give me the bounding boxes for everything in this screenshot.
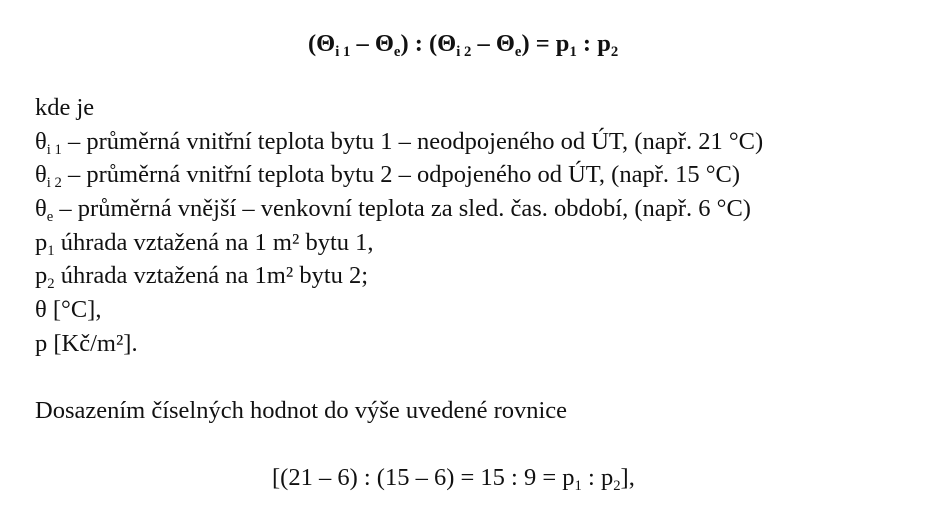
theta-e2-symbol: Θ: [495, 30, 515, 57]
definition-subscript: i 1: [46, 142, 62, 159]
definition-symbol: θ: [35, 128, 47, 155]
definition-p1: [35, 229, 374, 260]
definition-text: – průměrná vnější – venkovní teplota za sled. čas. období, (např. 6 °C): [53, 195, 751, 222]
result-end: ],: [620, 464, 635, 491]
p1-subscript: 1: [569, 44, 577, 61]
result-equation: [272, 464, 635, 495]
definition-theta-i1: [35, 128, 764, 159]
theta-e1-subscript: e: [393, 44, 401, 61]
definition-symbol: θ: [35, 161, 47, 188]
definition-subscript: 1: [47, 243, 55, 260]
definition-text: úhrada vztažená na 1m² bytu 2;: [54, 262, 369, 289]
definition-text: úhrada vztažená na 1 m² bytu 1,: [54, 229, 374, 256]
definition-p2: [35, 262, 369, 293]
intro-text: kde je: [35, 94, 95, 121]
result-mid: : p: [581, 464, 614, 491]
substitution-text: Dosazením číselných hodnot do výše uvedené rovnice: [35, 397, 568, 424]
theta-e1-symbol: Θ: [374, 30, 394, 57]
result-p2-subscript: 2: [613, 478, 621, 495]
definition-text: – průměrná vnitřní teplota bytu 1 – neodpojeného od ÚT, (např. 21 °C): [61, 128, 764, 155]
theta-i2-subscript: i 2: [456, 44, 472, 61]
formula-equals-p: ) = p: [521, 30, 570, 57]
unit-p: p [Kč/m²].: [35, 330, 138, 357]
definition-text: – průměrná vnitřní teplota bytu 2 – odpojeného od ÚT, (např. 15 °C): [61, 161, 741, 188]
formula-dash-1: –: [350, 30, 375, 57]
theta-i1-subscript: i 1: [335, 44, 351, 61]
definition-subscript: e: [46, 209, 54, 226]
unit-theta: θ [°C],: [35, 296, 102, 323]
formula-colon-p: : p: [576, 30, 611, 57]
definition-theta-e: [35, 195, 751, 226]
theta-i1-symbol: Θ: [316, 30, 336, 57]
result-main: [(21 – 6) : (15 – 6) = 15 : 9 = p: [272, 464, 575, 491]
result-p1-subscript: 1: [574, 478, 582, 495]
definition-subscript: i 2: [46, 175, 62, 192]
definition-subscript: 2: [47, 276, 55, 293]
main-formula: [308, 30, 619, 61]
theta-i2-symbol: Θ: [437, 30, 457, 57]
theta-e2-subscript: e: [514, 44, 522, 61]
definition-symbol: p: [35, 262, 48, 289]
definition-symbol: p: [35, 229, 48, 256]
definition-theta-i2: [35, 161, 741, 192]
formula-open-paren: (: [308, 30, 317, 57]
formula-dash-2: –: [471, 30, 496, 57]
formula-colon-mid: ) : (: [400, 30, 438, 57]
definition-symbol: θ: [35, 195, 47, 222]
p2-subscript: 2: [610, 44, 619, 61]
